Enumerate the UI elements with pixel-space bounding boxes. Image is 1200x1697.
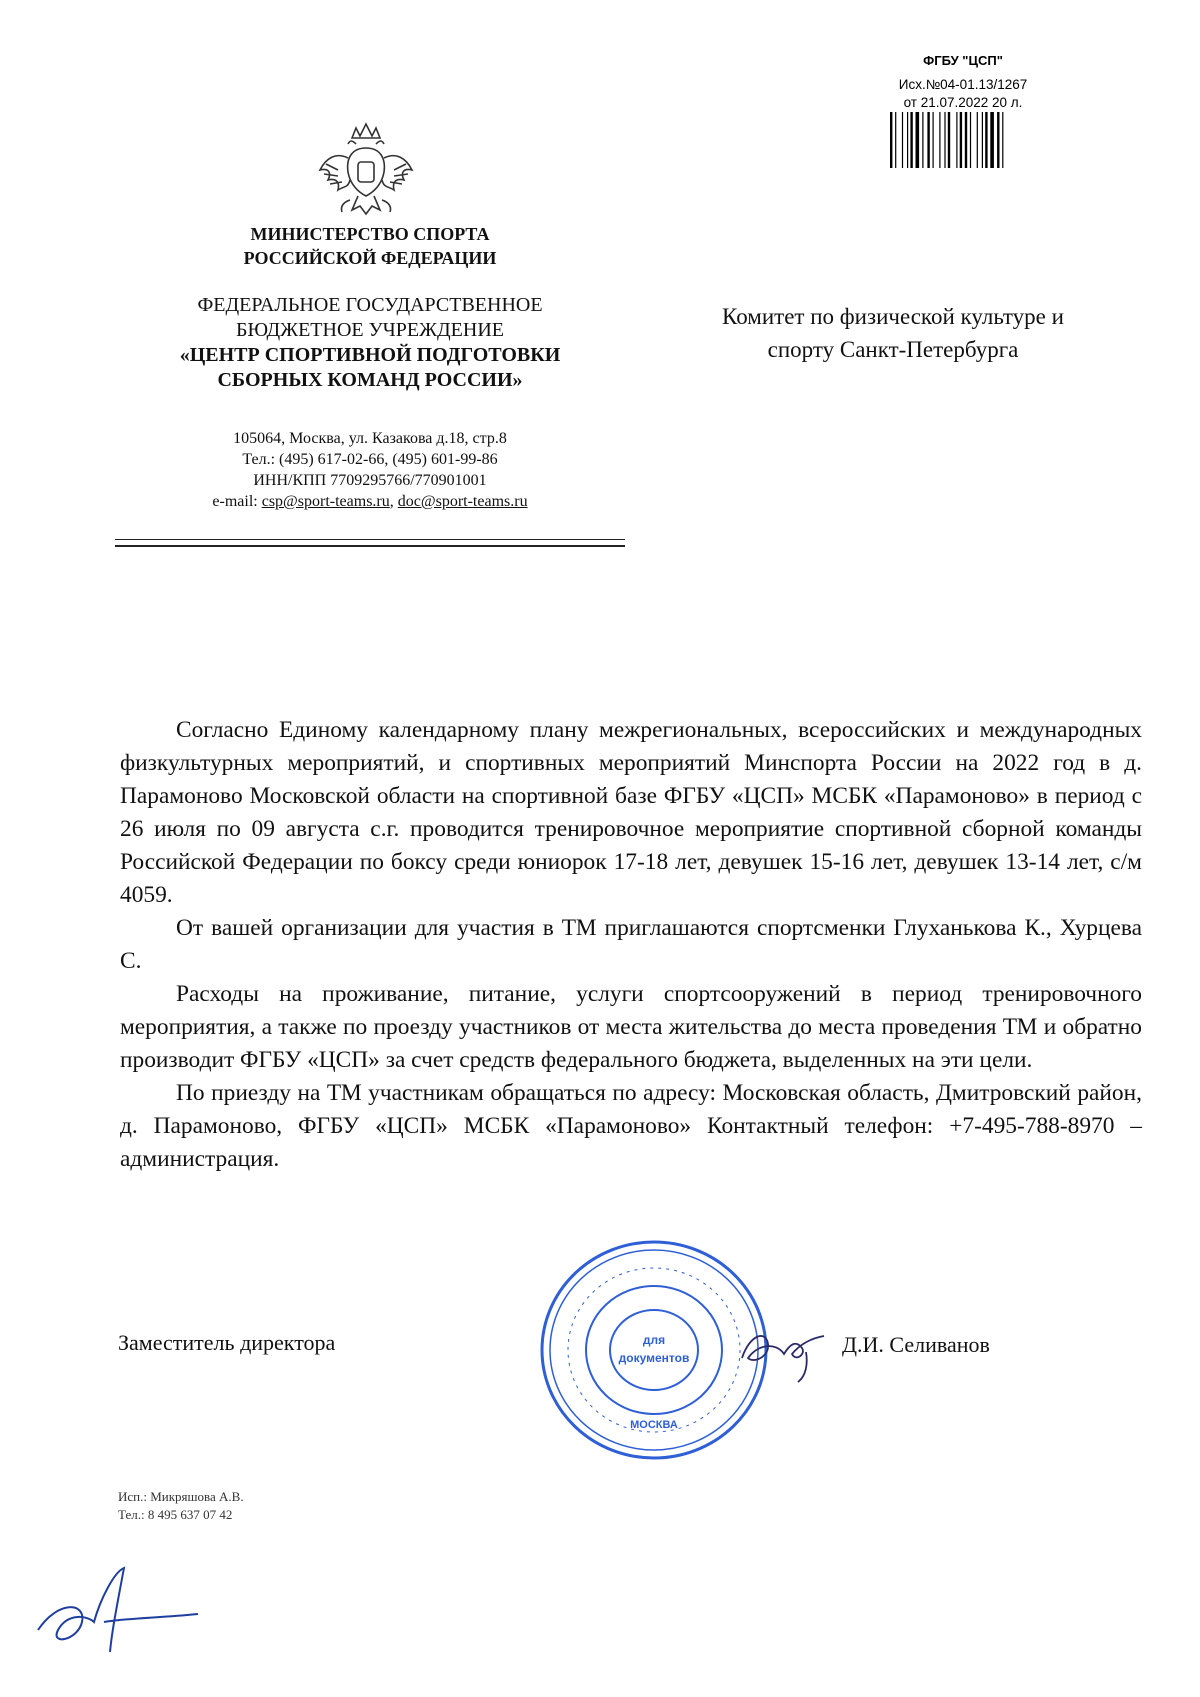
executor-name: Исп.: Микряшова А.В. bbox=[118, 1489, 244, 1504]
barcode-bar bbox=[939, 112, 940, 168]
institution-name bbox=[120, 293, 620, 393]
sender-phone: Тел.: (495) 617-02-66, (495) 601-99-86 bbox=[242, 451, 498, 468]
barcode-bar bbox=[985, 112, 987, 168]
sender-contacts bbox=[120, 428, 620, 512]
registration-date: от 21.07.2022 20 л. bbox=[903, 95, 1023, 110]
barcode-bar bbox=[907, 112, 908, 168]
email-link-csp[interactable]: csp@sport-teams.ru bbox=[261, 493, 390, 510]
body-paragraph-1: Согласно Единому календарному плану межрегиональных, всероссийских и международных физкультурных мероприятий, и спортивных мероприятий Минспорта России на 2022 год в д. Парамоново Московской области на спортивной базе ФГБУ «ЦСП» МСБК «Парамоново» в период с 26 июля по 09 августа с.г. проводится тренировочное мероприятие спортивной сборной команды Российской Федерации по боксу среди юниорок 17-18 лет, девушек 15-16 лет, девушек 13-14 лет, с/м 4059. bbox=[120, 717, 1142, 908]
body-paragraph-2: От вашей организации для участия в ТМ приглашаются спортсменки Глуханькова К., Хурцева С. bbox=[120, 915, 1142, 974]
handwritten-signature bbox=[736, 1314, 836, 1384]
barcode-bar bbox=[982, 112, 983, 168]
addressee-line-2: спорту Санкт-Петербурга bbox=[767, 337, 1019, 362]
stamp-city: МОСКВА bbox=[630, 1419, 678, 1431]
signatory-name: Д.И. Селиванов bbox=[842, 1332, 990, 1357]
barcode-bar bbox=[944, 112, 945, 168]
stamp-center-line-1: для bbox=[642, 1333, 666, 1347]
sender-email bbox=[120, 491, 620, 512]
ministry-line-2: РОССИЙСКОЙ ФЕДЕРАЦИИ bbox=[243, 248, 497, 268]
email-link-doc[interactable]: doc@sport-teams.ru bbox=[397, 493, 528, 510]
registration-org: ФГБУ "ЦСП" bbox=[923, 53, 1003, 68]
body-paragraph-3: Расходы на проживание, питание, услуги спортсооружений в период тренировочного мероприятия, а также по проезду участников от места жительства до места проведения ТМ и обратно производит ФГБУ «ЦСП» за счет средств федерального бюджета, выделенных на эти цели. bbox=[120, 981, 1142, 1073]
signatory-position: Заместитель директора bbox=[118, 1330, 336, 1355]
email-separator: , bbox=[389, 493, 398, 510]
barcode bbox=[888, 112, 1036, 168]
barcode-bar bbox=[1002, 112, 1003, 168]
barcode-bar bbox=[990, 112, 994, 168]
header-divider-thin bbox=[115, 539, 625, 540]
barcode-bar bbox=[927, 112, 929, 168]
institution-line-4: СБОРНЫХ КОМАНД РОССИИ» bbox=[217, 369, 523, 391]
barcode-bar bbox=[965, 112, 967, 168]
ministry-name bbox=[160, 222, 580, 270]
executor-phone: Тел.: 8 495 637 07 42 bbox=[118, 1507, 233, 1522]
barcode-bar bbox=[970, 112, 971, 168]
barcode-bar bbox=[956, 112, 957, 168]
barcode-bar bbox=[977, 112, 978, 168]
barcode-bar bbox=[922, 112, 923, 168]
sender-address: 105064, Москва, ул. Казакова д.18, стр.8 bbox=[233, 430, 507, 447]
header-divider-thick bbox=[115, 545, 625, 547]
addressee-line-1: Комитет по физической культуре и bbox=[722, 304, 1064, 329]
body-paragraph-4: По приезду на ТМ участникам обращаться по адресу: Московская область, Дмитровский район, д. Парамоново, ФГБУ «ЦСП» МСБК «Парамоново» Контактный телефон: +7-495-788-8970 – администрация. bbox=[120, 1080, 1142, 1172]
executor-info bbox=[118, 1488, 244, 1524]
registration-number: Исх.№04-01.13/1267 bbox=[898, 77, 1028, 92]
institution-line-3: «ЦЕНТР СПОРТИВНОЙ ПОДГОТОВКИ bbox=[179, 344, 561, 366]
barcode-bar bbox=[910, 112, 912, 168]
barcode-bar bbox=[902, 112, 903, 168]
barcode-bar bbox=[948, 112, 950, 168]
handwritten-initials bbox=[28, 1560, 228, 1658]
barcode-bar bbox=[997, 112, 999, 168]
barcode-bar bbox=[960, 112, 962, 168]
barcode-bar bbox=[916, 112, 920, 168]
letter-body bbox=[120, 714, 1142, 1176]
institution-line-1: ФЕДЕРАЛЬНОЕ ГОСУДАРСТВЕННОЕ bbox=[197, 294, 543, 316]
registration-stamp bbox=[878, 52, 1048, 112]
institution-line-2: БЮДЖЕТНОЕ УЧРЕЖДЕНИЕ bbox=[235, 319, 505, 341]
email-prefix: e-mail: bbox=[212, 493, 262, 510]
sender-inn: ИНН/КПП 7709295766/770901001 bbox=[253, 472, 487, 489]
barcode-bar bbox=[895, 112, 896, 168]
coat-of-arms-emblem bbox=[312, 118, 420, 218]
stamp-center-line-2: документов bbox=[618, 1351, 690, 1365]
ministry-line-1: МИНИСТЕРСТВО СПОРТА bbox=[250, 224, 490, 244]
addressee bbox=[668, 300, 1118, 366]
barcode-bar bbox=[933, 112, 934, 168]
barcode-bar bbox=[890, 112, 892, 168]
